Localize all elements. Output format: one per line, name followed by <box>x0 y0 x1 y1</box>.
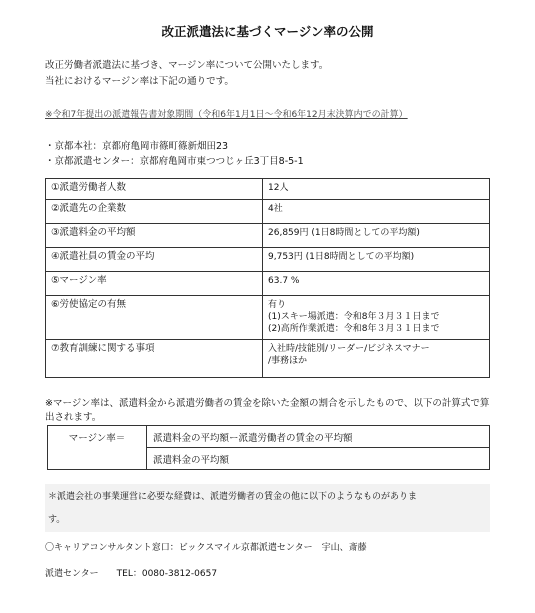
table-row <box>46 200 490 224</box>
row-label: ④派遣社員の賃金の平均 <box>46 248 263 272</box>
row-label: ①派遣労働者人数 <box>46 179 263 200</box>
formula-numerator: 派遣料金の平均額ー派遣労働者の賃金の平均額 <box>147 426 490 448</box>
formula-denominator: 派遣料金の平均額 <box>147 448 490 470</box>
intro-text: 当社におけるマージン率は下記の通りです。 <box>45 76 234 87</box>
expense-note: す。 <box>48 515 66 525</box>
row-value <box>263 296 490 340</box>
intro-text: 改正労働者派遣法に基づき、マージン率について公開いたします。 <box>45 60 329 71</box>
table-row <box>46 224 490 248</box>
row-value: 9,753円 (1日8時間としての平均額) <box>263 248 490 272</box>
row-value: 26,859円 (1日8時間としての平均額) <box>263 224 490 248</box>
row-value: 63.7 % <box>263 272 490 296</box>
career-consultant-line: 〇キャリアコンサルタント窓口：ビックスマイル京都派遣センター 宇山、斎藤 <box>45 543 367 553</box>
table-row <box>46 340 490 378</box>
row-value <box>263 340 490 378</box>
row-value: 4社 <box>263 200 490 224</box>
expense-note: ＊派遣会社の事業運営に必要な経費は、派遣労働者の賃金の他に以下のようなものがありま <box>48 492 418 502</box>
table-row <box>46 296 490 340</box>
margin-info-table <box>45 178 490 378</box>
value-line: 入社時/技能別/リーダー/ビジネスマナー <box>268 344 430 354</box>
table-row <box>46 179 490 200</box>
contact-line: 派遣センター TEL：0080-3812-0657 <box>45 569 218 579</box>
margin-rate-description: ※マージン率は、派遣料金から派遣労働者の賃金を除いた金額の割合を示したもので、以下の計算式で算出されます。 <box>45 398 490 423</box>
row-label: ⑤マージン率 <box>46 272 263 296</box>
page-title: 改正派遣法に基づくマージン率の公開 <box>161 24 374 39</box>
table-row <box>46 248 490 272</box>
row-value: 12人 <box>263 179 490 200</box>
formula-label-spacer <box>48 448 147 470</box>
value-line: (2)高所作業派遣：令和8年３月３１日まで <box>268 324 440 334</box>
value-line: (1)スキー場派遣：令和8年３月３１日まで <box>268 312 440 322</box>
row-label: ⑦教育訓練に関する事項 <box>46 340 263 378</box>
formula-label: マージン率＝ <box>48 426 147 448</box>
row-label: ③派遣料金の平均額 <box>46 224 263 248</box>
address-line: ・京都本社：京都府亀岡市篠町篠新畑田23 <box>45 141 229 152</box>
period-note: ※令和7年提出の派遣報告書対象期間（令和6年1月1日～令和6年12月末決算内での計算） <box>45 110 408 120</box>
table-row <box>46 272 490 296</box>
value-line: 有り <box>268 300 287 310</box>
formula-row <box>48 426 490 448</box>
row-label: ②派遣先の企業数 <box>46 200 263 224</box>
value-line: /事務ほか <box>268 356 308 366</box>
formula-table <box>47 425 490 470</box>
row-label: ⑥労使協定の有無 <box>46 296 263 340</box>
formula-row <box>48 448 490 470</box>
address-line: ・京都派遣センター：京都府亀岡市東つつじヶ丘3丁目8-5-1 <box>45 156 304 167</box>
